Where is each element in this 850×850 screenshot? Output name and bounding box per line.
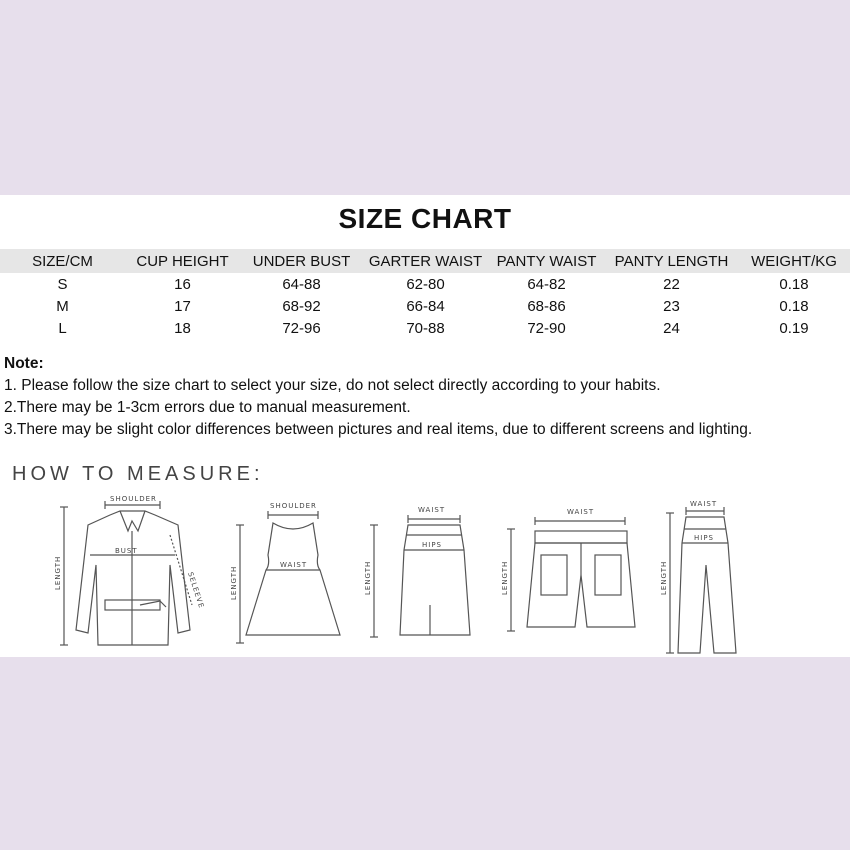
table-cell: 0.19 — [779, 319, 809, 337]
shoulder-label: SHOULDER — [110, 495, 157, 503]
notes-title: Note: — [4, 355, 44, 372]
table-row — [0, 317, 850, 339]
length-label: LENGTH — [54, 555, 62, 590]
page-title: SIZE CHART — [338, 203, 512, 234]
table-row — [0, 273, 850, 295]
table-cell: 0.18 — [779, 275, 809, 293]
bust-label: BUST — [115, 547, 138, 555]
table-cell: 70-88 — [406, 319, 445, 337]
waist-label: WAIST — [280, 561, 308, 569]
size-chart-panel — [0, 195, 850, 657]
shorts-icon — [495, 495, 655, 655]
shorts-figure — [495, 495, 655, 655]
table-cell: 23 — [663, 297, 680, 315]
shoulder-label: SHOULDER — [270, 502, 317, 510]
size-table — [0, 249, 850, 339]
waist-label: WAIST — [418, 506, 446, 514]
skirt-figure — [360, 495, 480, 655]
notes-section — [4, 353, 752, 441]
table-cell: 72-96 — [282, 319, 321, 337]
dress-figure — [228, 495, 348, 655]
pants-figure — [658, 495, 768, 655]
table-cell: 16 — [174, 275, 191, 293]
table-cell: S — [57, 275, 68, 293]
pants-icon — [658, 495, 768, 655]
sleeve-label: SELEEVE — [186, 571, 206, 610]
note-item: 3.There may be slight color differences between pictures and real items, due to different screens and lighting. — [4, 421, 753, 438]
column-header: WEIGHT/KG — [738, 249, 850, 273]
table-cell: 64-88 — [282, 275, 321, 293]
length-label: LENGTH — [501, 560, 509, 595]
table-header-row — [0, 249, 850, 273]
table-cell: L — [58, 319, 67, 337]
length-label: LENGTH — [364, 560, 372, 595]
column-header: PANTY LENGTH — [605, 249, 738, 273]
table-cell: 72-90 — [527, 319, 566, 337]
table-row — [0, 295, 850, 317]
length-label: LENGTH — [230, 565, 238, 600]
hips-label: HIPS — [422, 541, 442, 549]
skirt-icon — [360, 495, 480, 655]
column-header: GARTER WAIST — [363, 249, 488, 273]
table-cell: 18 — [174, 319, 191, 337]
table-cell: 68-86 — [527, 297, 566, 315]
jacket-figure — [50, 495, 220, 655]
table-cell: 22 — [663, 275, 680, 293]
note-item: 2.There may be 1-3cm errors due to manual measurement. — [4, 399, 411, 416]
column-header: UNDER BUST — [240, 249, 363, 273]
table-cell: 62-80 — [406, 275, 445, 293]
waist-label: WAIST — [690, 500, 718, 508]
column-header: PANTY WAIST — [488, 249, 605, 273]
jacket-icon — [50, 495, 220, 655]
table-cell: 68-92 — [282, 297, 321, 315]
how-to-measure-heading: HOW TO MEASURE: — [12, 463, 264, 485]
table-cell: 0.18 — [779, 297, 809, 315]
note-item: 1. Please follow the size chart to select your size, do not select directly according to your habits. — [4, 377, 661, 394]
table-cell: 64-82 — [527, 275, 566, 293]
length-label: LENGTH — [660, 560, 668, 595]
hips-label: HIPS — [694, 534, 714, 542]
column-header: SIZE/CM — [0, 249, 125, 273]
dress-icon — [228, 495, 348, 655]
table-cell: 66-84 — [406, 297, 445, 315]
table-cell: 17 — [174, 297, 191, 315]
table-cell: 24 — [663, 319, 680, 337]
table-cell: M — [56, 297, 69, 315]
waist-label: WAIST — [567, 508, 595, 516]
column-header: CUP HEIGHT — [125, 249, 240, 273]
